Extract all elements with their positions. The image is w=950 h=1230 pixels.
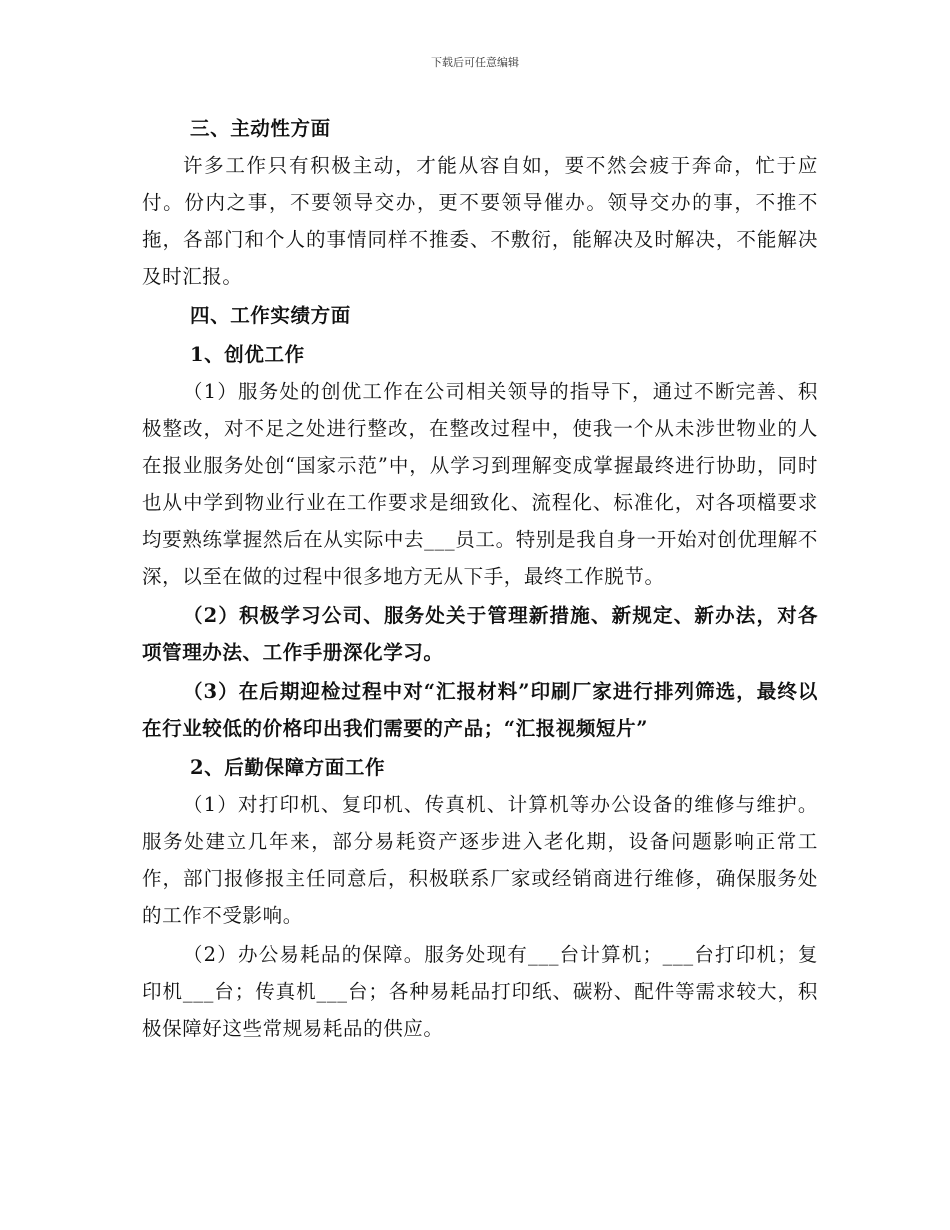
paragraph-excellence-2: （2）积极学习公司、服务处关于管理新措施、新规定、新办法，对各项管理办法、工作手册深化学习。 [142,604,818,664]
paragraph-logistics-1: （1）对打印机、复印机、传真机、计算机等办公设备的维修与维护。服务处建立几年来，部分易耗资产逐步进入老化期，设备问题影响正常工作，部门报修报主任同意后，积极联系厂家或经销商进行维修，确保服务处的工作不受影响。 [142,793,818,927]
document-body [142,110,818,1047]
section-heading-initiative: 三、主动性方面 [190,117,331,140]
paragraph-excellence-1: （1）服务处的创优工作在公司相关领导的指导下，通过不断完善、积极整改，对不足之处进行整改，在整改过程中，使我一个从未涉世物业的人在报业服务处创“国家示范”中，从学习到理解变成掌握最终进行协助，同时也从中学到物业行业在工作要求是细致化、流程化、标准化，对各项檔要求均要熟练掌握然后在从实际中去___员工。特别是我自身一开始对创优理解不深，以至在做的过程中很多地方无从下手，最终工作脱节。 [142,380,818,588]
subheading-excellence-work: 1、创优工作 [190,343,305,366]
paragraph-excellence-3: （3）在后期迎检过程中对“汇报材料”印刷厂家进行排列筛选，最终以在行业较低的价格印出我们需要的产品；“汇报视频短片” [142,680,818,740]
page-header: 下载后可任意编辑 [431,56,519,69]
subheading-logistics: 2、后勤保障方面工作 [190,756,386,779]
paragraph-initiative: 许多工作只有积极主动，才能从容自如，要不然会疲于奔命，忙于应付。份内之事，不要领导交办，更不要领导催办。领导交办的事，不推不拖，各部门和个人的事情同样不推委、不敷衍，能解决及时解决，不能解决及时汇报。 [142,154,818,288]
section-heading-performance: 四、工作实绩方面 [190,304,351,327]
paragraph-logistics-2: （2）办公易耗品的保障。服务处现有___台计算机；___台打印机；复印机___台；传真机___台；各种易耗品打印纸、碳粉、配件等需求较大，积极保障好这些常规易耗品的供应。 [142,943,818,1040]
